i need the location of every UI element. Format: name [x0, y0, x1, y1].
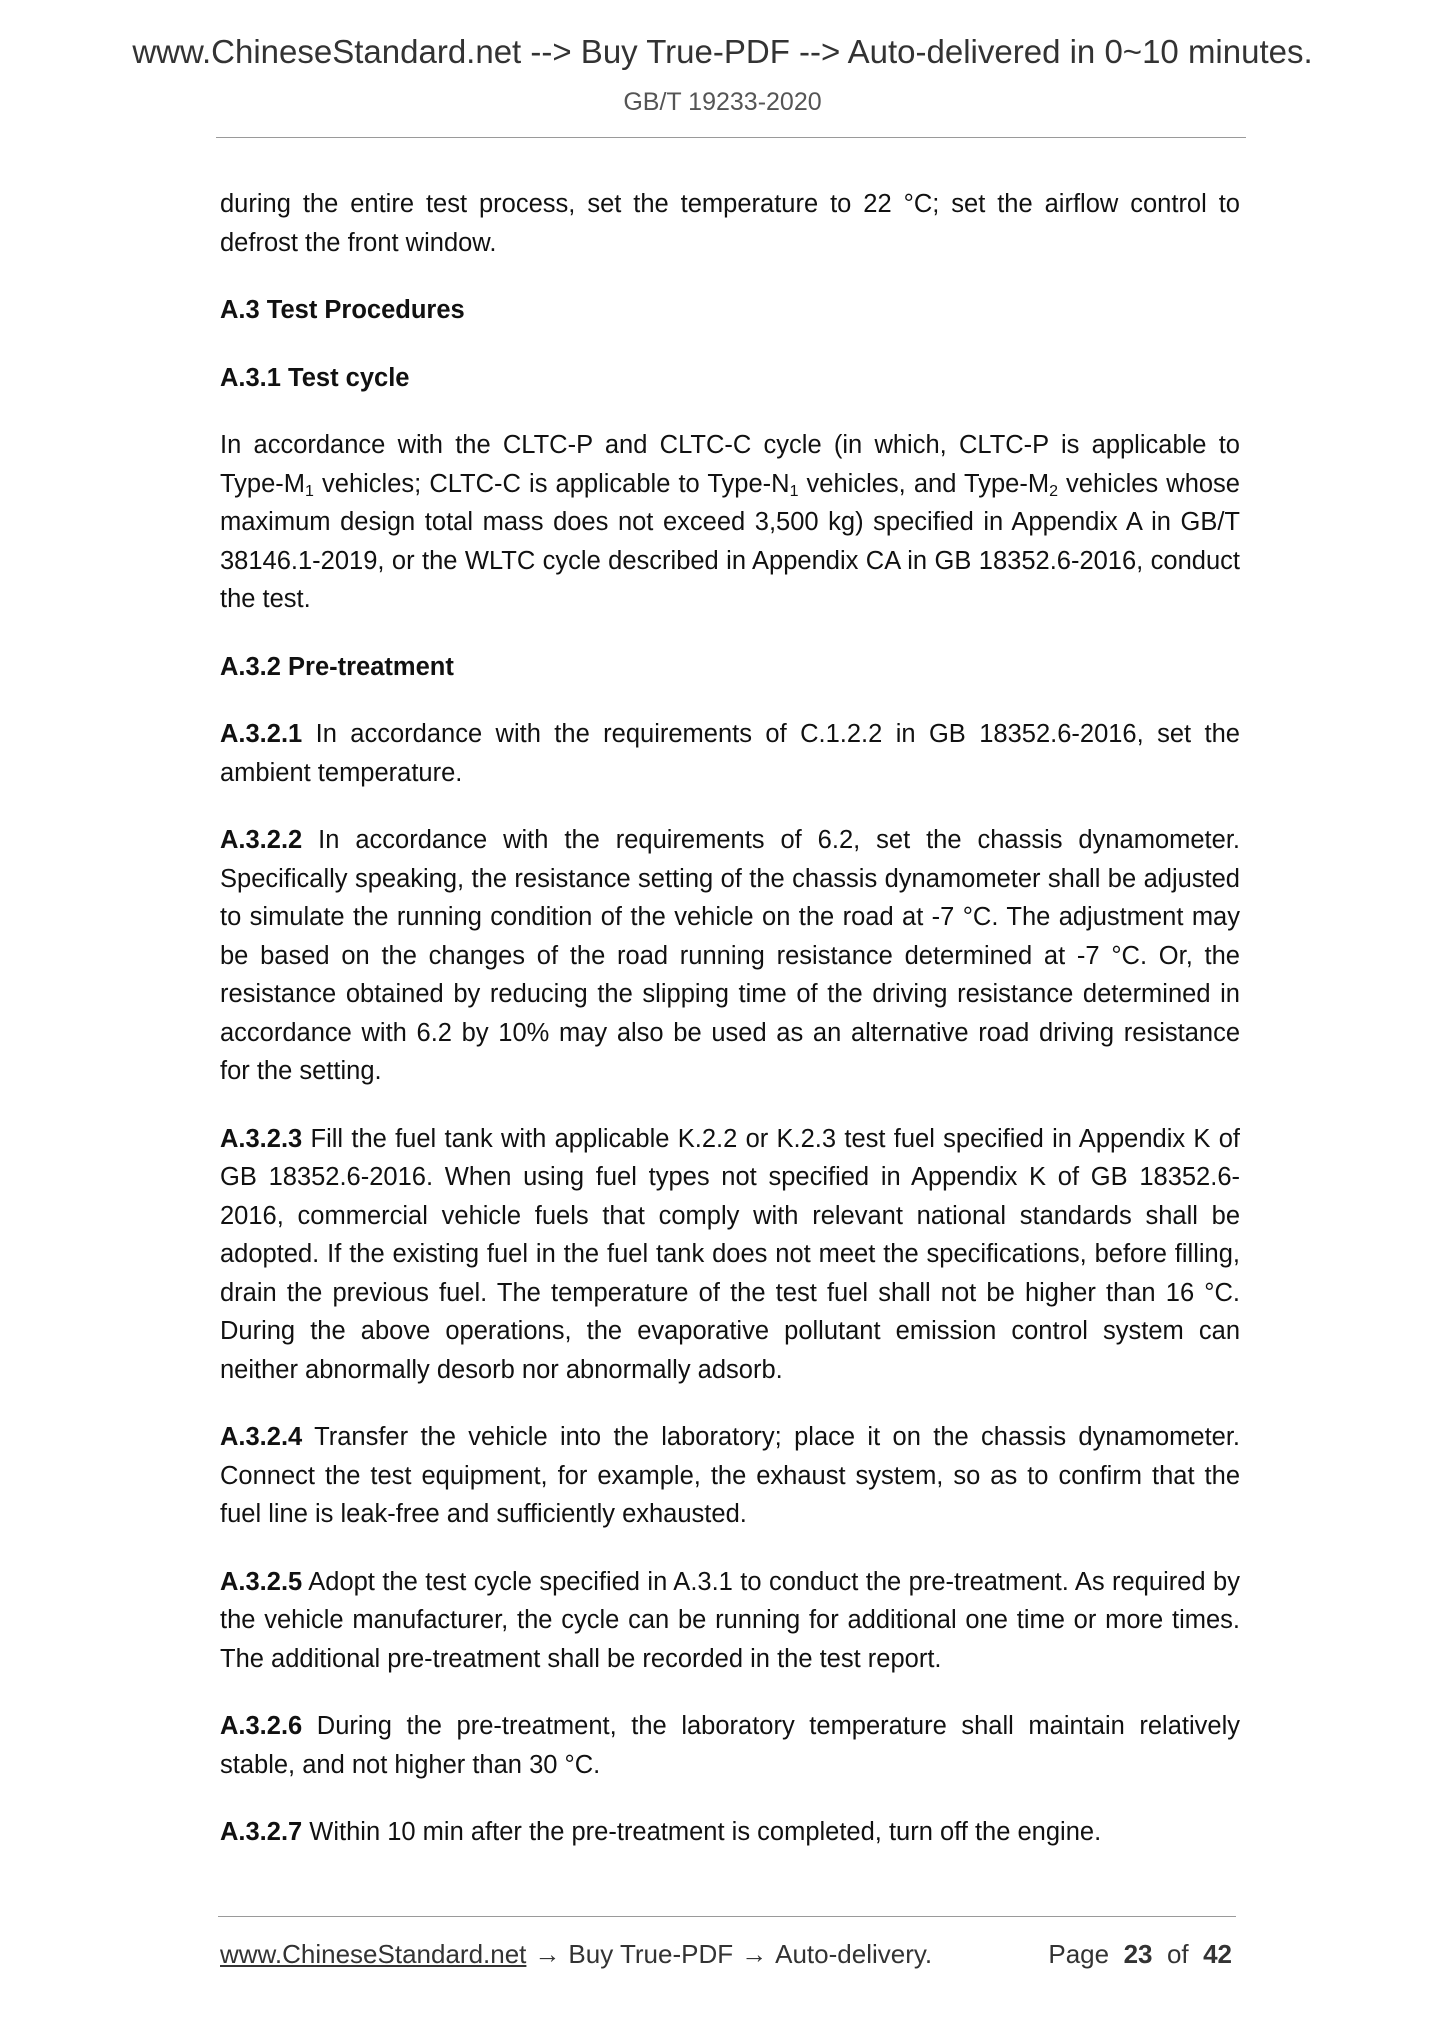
delivery-text: Auto-delivery. [775, 1939, 933, 1969]
site-link[interactable]: www.ChineseStandard.net [220, 1939, 527, 1969]
arrow-right-icon: → [534, 1939, 561, 1969]
document-body [220, 185, 1240, 1852]
footer-links [220, 1936, 932, 1972]
arrow-right-icon: → [741, 1939, 768, 1969]
clause-number: A.3.2.7 [220, 1818, 303, 1846]
page-label: Page [1048, 1939, 1110, 1969]
clause-text: Within 10 min after the pre-treatment is completed, turn off the engine. [302, 1818, 1102, 1846]
intro-paragraph: during the entire test process, set the temperature to 22 °C; set the airflow control to defrost the front window. [220, 190, 1240, 257]
clause-number: A.3.2.5 [220, 1567, 303, 1596]
clause-a3-2-4 [220, 1418, 1240, 1534]
clause-number: A.3.2.6 [220, 1712, 303, 1740]
clause-text: Transfer the vehicle into the laboratory; place it on the chassis dynamometer. Connect the test equipment, for example, the exhaust system, so as to confirm that the fuel line is leak-free and sufficiently exhausted. [220, 1423, 1240, 1528]
clause-number: A.3.2.1 [220, 720, 303, 748]
clause-a3-2-7 [220, 1813, 1240, 1852]
clause-a3-2-5 [220, 1563, 1240, 1679]
page-of: of [1166, 1939, 1189, 1969]
footer-divider [218, 1916, 1236, 1917]
text-run: vehicles whose maximum design total mass does not exceed 3,500 kg) specified in Appendix A in GB/T 38146.1-2019, or the WLTC cycle described in Appendix CA in GB 18352.6-2016, conduct the test. [220, 469, 1240, 613]
section-heading-a3: A.3 Test Procedures [220, 296, 465, 324]
text-run: vehicles, and Type-M [798, 469, 1050, 498]
subscript: 1 [789, 482, 799, 500]
page-indicator [1048, 1936, 1232, 1972]
clause-text: Adopt the test cycle specified in A.3.1 to conduct the pre-treatment. As required by the vehicle manufacturer, the cycle can be running for additional one time or more times. The additional pre-treatment shall be recorded in the test report. [220, 1567, 1240, 1673]
clause-text: In accordance with the requirements of C.1.2.2 in GB 18352.6-2016, set the ambient temperature. [220, 720, 1240, 787]
clause-number: A.3.2.4 [220, 1423, 303, 1451]
standard-code: GB/T 19233-2020 [623, 88, 822, 116]
section-heading-a31: A.3.1 Test cycle [220, 363, 410, 392]
clause-a3-2-6 [220, 1707, 1240, 1784]
text-run: In accordance with the CLTC-P and CLTC-C cycle (in which, CLTC-P is applicable to Type-M [220, 431, 1240, 498]
clause-text: During the pre-treatment, the laboratory temperature shall maintain relatively stable, and not higher than 30 °C. [220, 1712, 1240, 1779]
test-cycle-paragraph [220, 426, 1240, 619]
section-heading-a32: A.3.2 Pre-treatment [220, 652, 454, 681]
site-banner: www.ChineseStandard.net --> Buy True-PDF --> Auto-delivered in 0~10 minutes. [132, 33, 1313, 70]
clause-a3-2-2 [220, 821, 1240, 1091]
header-divider [216, 137, 1246, 138]
clause-text: In accordance with the requirements of 6.2, set the chassis dynamometer. Specifically speaking, the resistance setting of the chassis dynamometer shall be adjusted to simulate the running condition of the vehicle on the road at -7 °C. The adjustment may be based on the changes of the road running resistance determined at -7 °C. Or, the resistance obtained by reducing the slipping time of the driving resistance determined in accordance with 6.2 by 10% may also be used as an alternative road driving resistance for the setting. [220, 826, 1240, 1085]
subscript: 2 [1049, 482, 1058, 500]
total-pages: 42 [1203, 1939, 1232, 1969]
buy-text: Buy True-PDF [568, 1939, 734, 1969]
subscript: 1 [305, 482, 314, 500]
clause-number: A.3.2.2 [220, 826, 303, 854]
clause-a3-2-1 [220, 715, 1240, 792]
text-run: vehicles; CLTC-C is applicable to Type-N [313, 469, 790, 498]
clause-text: Fill the fuel tank with applicable K.2.2 or K.2.3 test fuel specified in Appendix K of GB 18352.6-2016. When using fuel types not specified in Appendix K of GB 18352.6-2016, commercial vehicle fuels that comply with relevant national standards shall be adopted. If the existing fuel in the fuel tank does not meet the specifications, before filling, drain the previous fuel. The temperature of the test fuel shall not be higher than 16 °C. During the above operations, the evaporative pollutant emission control system can neither abnormally desorb nor abnormally adsorb. [220, 1124, 1240, 1384]
clause-number: A.3.2.3 [220, 1124, 303, 1153]
clause-a3-2-3 [220, 1120, 1240, 1390]
current-page: 23 [1123, 1939, 1153, 1969]
